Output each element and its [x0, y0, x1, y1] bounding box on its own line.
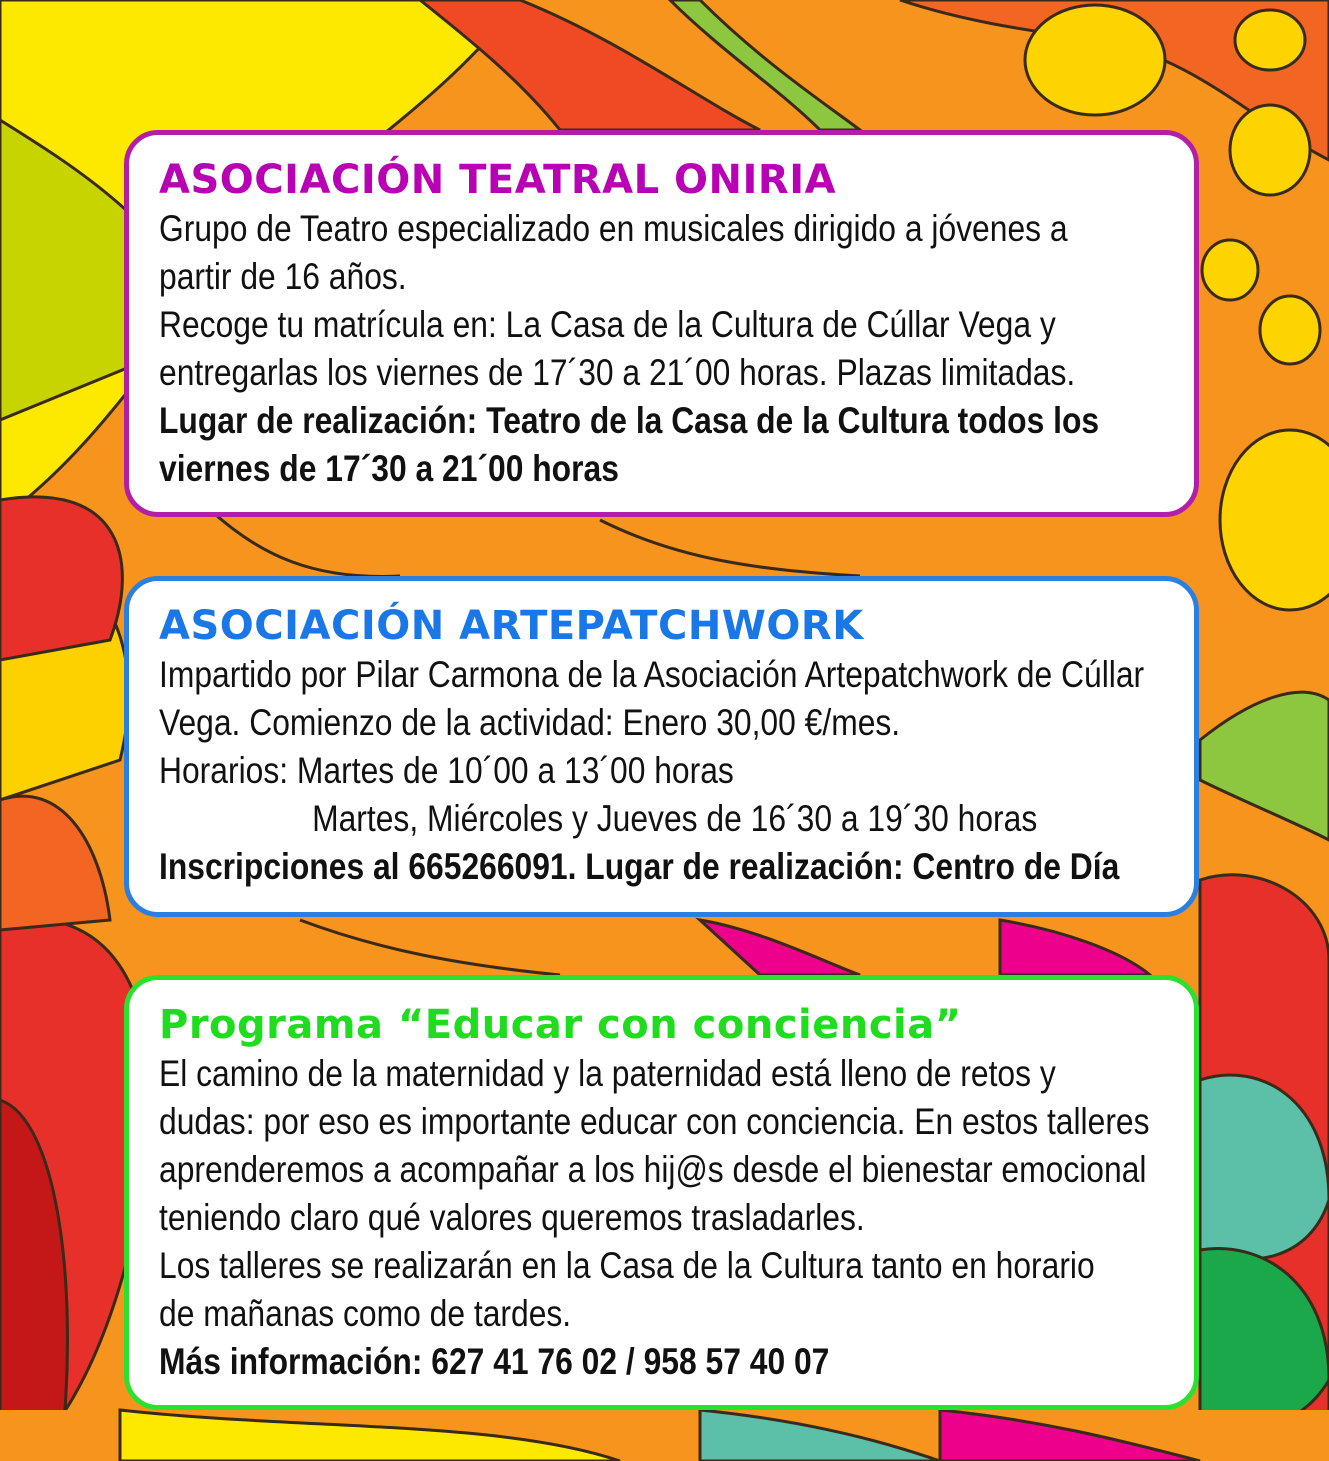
educar-text-line: El camino de la maternidad y la paternidad está lleno de retos y — [159, 1053, 1056, 1094]
educar-title: Programa “Educar con conciencia” — [159, 1002, 962, 1048]
educar-text-line: aprenderemos a acompañar a los hij@s desde el bienestar emocional — [159, 1149, 1147, 1190]
oniria-card — [124, 130, 1199, 517]
educar-text-line: de mañanas como de tardes. — [159, 1293, 572, 1334]
artepatchwork-card — [124, 576, 1199, 917]
oniria-text-line: entregarlas los viernes de 17´30 a 21´00 horas. Plazas limitadas. — [159, 352, 1076, 393]
artepatchwork-schedule-line: Martes, Miércoles y Jueves de 16´30 a 19´30 horas — [312, 798, 1038, 839]
artepatchwork-title: ASOCIACIÓN ARTEPATCHWORK — [159, 603, 864, 649]
educar-text-line: Los talleres se realizarán en la Casa de la Cultura tanto en horario — [159, 1245, 1095, 1286]
artepatchwork-text-line: Vega. Comienzo de la actividad: Enero 30,00 €/mes. — [159, 702, 901, 743]
educar-text-line: teniendo claro qué valores queremos trasladarles. — [159, 1197, 865, 1238]
oniria-location-line: viernes de 17´30 a 21´00 horas — [159, 448, 619, 489]
oniria-title: ASOCIACIÓN TEATRAL ONIRIA — [159, 157, 837, 203]
oniria-location-line: Lugar de realización: Teatro de la Casa de la Cultura todos los — [159, 400, 1100, 441]
oniria-text-line: partir de 16 años. — [159, 256, 407, 297]
educar-card — [124, 975, 1199, 1410]
oniria-text-line: Recoge tu matrícula en: La Casa de la Cultura de Cúllar Vega y — [159, 304, 1056, 345]
educar-text-line: dudas: por eso es importante educar con conciencia. En estos talleres — [159, 1101, 1150, 1142]
artepatchwork-contact-line: Inscripciones al 665266091. Lugar de realización: Centro de Día — [159, 846, 1120, 887]
educar-contact-line: Más información: 627 41 76 02 / 958 57 40 07 — [159, 1341, 830, 1382]
artepatchwork-text-line: Impartido por Pilar Carmona de la Asociación Artepatchwork de Cúllar — [159, 654, 1145, 695]
artepatchwork-text-line: Horarios: Martes de 10´00 a 13´00 horas — [159, 750, 734, 791]
oniria-text-line: Grupo de Teatro especializado en musicales dirigido a jóvenes a — [159, 208, 1068, 249]
